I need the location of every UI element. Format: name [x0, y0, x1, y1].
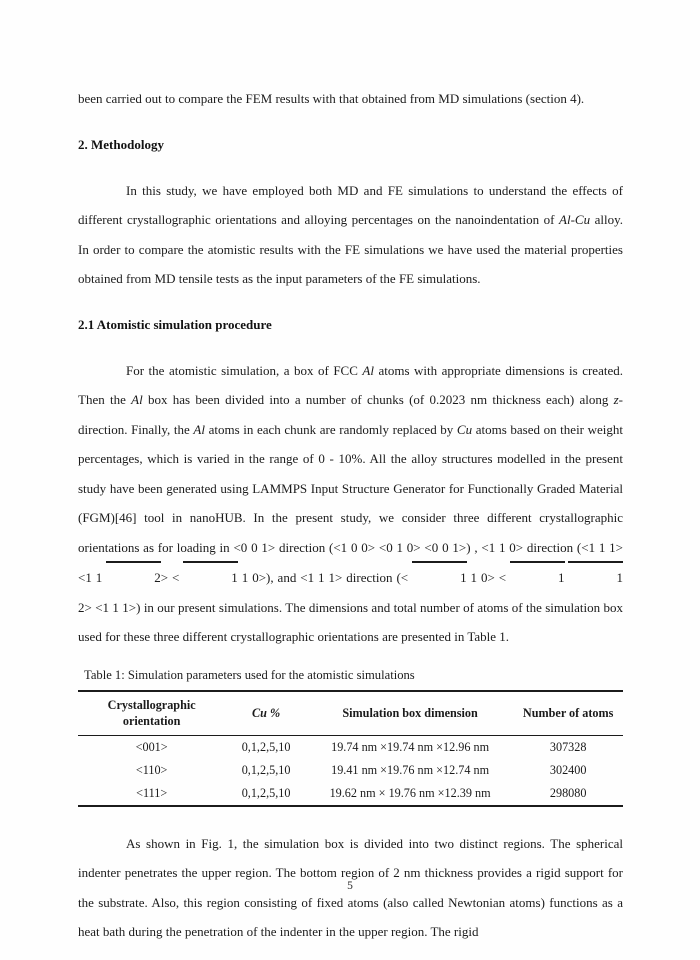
text-fragment: 1 0>), and <1 1 1> direction (<	[237, 570, 413, 585]
paragraph-continued: been carried out to compare the FEM results with that obtained from MD simulations (section 4).	[78, 91, 585, 106]
table-row	[78, 759, 623, 782]
cell-atoms: 302400	[549, 763, 587, 777]
cell-cu-percent: 0,1,2,5,10	[225, 735, 307, 759]
cell-dimension: 19.41 nm ×19.76 nm ×12.74 nm	[331, 763, 490, 777]
cell-cu-percent: 0,1,2,5,10	[241, 763, 291, 777]
cell-cu-percent: 0,1,2,5,10	[241, 786, 291, 800]
section-heading-methodology: 2. Methodology	[78, 136, 164, 152]
cell-atoms: 307328	[513, 735, 623, 759]
italic-z: z	[613, 392, 619, 407]
text-fragment: box has been divided into a number of chunks (of 0.2023 nm thickness each) along	[142, 392, 614, 407]
overbar-index-1: 1	[568, 562, 623, 593]
column-header-orientation-line1: Crystallographic	[107, 697, 196, 712]
cell-atoms: 298080	[549, 786, 587, 800]
spacer	[78, 158, 623, 176]
overbar-index-2: 2	[106, 562, 161, 593]
spacer	[78, 114, 623, 132]
text-fragment: alloy. In order to compare the atomistic results with the FE simulations we have used the material properties obtained from MD tensile tests as the input parameters of the FE simulations.	[78, 212, 623, 286]
table-header	[78, 691, 623, 736]
page-content	[78, 84, 623, 947]
column-header-atoms: Number of atoms	[513, 691, 623, 736]
table-caption: Table 1: Simulation parameters used for the atomistic simulations	[84, 667, 415, 682]
italic-al: Al	[131, 392, 143, 407]
italic-al-cu: Al-Cu	[559, 212, 591, 227]
italic-al: Al	[193, 421, 205, 437]
column-header-orientation	[78, 691, 225, 736]
text-fragment: -direction. Finally, the	[78, 392, 623, 437]
spacer	[78, 338, 623, 356]
italic-al: Al	[362, 362, 374, 378]
spacer	[78, 294, 623, 312]
italic-cu: Cu	[456, 421, 473, 437]
spacer	[78, 652, 623, 664]
table-header-row	[78, 691, 623, 736]
page-number: 5	[347, 880, 353, 892]
text-fragment: > <	[160, 570, 184, 585]
column-header-cu-percent: Cu %	[225, 691, 307, 736]
text-fragment: atoms in each chunk are randomly replaced by	[204, 421, 457, 437]
subsection-heading-atomistic: 2.1 Atomistic simulation procedure	[78, 316, 272, 332]
cell-dimension: 19.62 nm × 19.76 nm ×12.39 nm	[329, 786, 491, 800]
overbar-index-1: 1	[183, 562, 238, 593]
cell-orientation: <001>	[78, 735, 225, 759]
cell-dimension: 19.74 nm ×19.74 nm ×12.96 nm	[307, 735, 513, 759]
text-fragment: 2> <1 1 1>) in our present simulations. The dimensions and total number of atoms of the simulation box used for these three different crystallographic orientations are presented in Table 1.	[78, 599, 623, 644]
overbar-index-1: 1	[510, 562, 565, 593]
table-row	[78, 735, 623, 759]
text-fragment: In this study, we have employed both MD and FE simulations to understand the effects of different crystallographic orientations and alloying percentages on the nanoindentation of	[78, 182, 623, 227]
paragraph-methodology	[78, 176, 623, 294]
text-fragment: For the atomistic simulation, a box of FCC	[126, 362, 363, 378]
cell-orientation: <110>	[135, 763, 168, 777]
text-fragment: atoms with appropriate dimensions is created. Then the	[78, 362, 623, 407]
table-body	[78, 735, 623, 807]
text-fragment: atoms based on their weight percentages, which is varied in the range of 0 - 10%. All the alloy structures modelled in the present study have been generated using LAMMPS Input Structure Generator for Functionally Graded Material (FGM)[46] tool in nanoHUB. In the present study, we consider three different crystallographic orientations as for loading in <0 0 1> direction (<1 0 0> <0 1 0> <0 0 1>) , <1 1 0> direction (<1 1 1> <1 1	[78, 421, 623, 585]
column-header-dimension: Simulation box dimension	[307, 691, 513, 736]
text-fragment: 1 0> <	[466, 570, 511, 585]
table-row	[78, 782, 623, 806]
column-header-orientation-line2: orientation	[122, 713, 181, 728]
overbar-index-1: 1	[412, 562, 467, 593]
simulation-parameters-table	[78, 690, 623, 807]
paragraph-figure-description: As shown in Fig. 1, the simulation box is divided into two distinct regions. The spherical indenter penetrates the upper region. The bottom region of 2 nm thickness provides a rigid support for the substrate. Also, this region consisting of fixed atoms (also called Newtonian atoms) functions as a heat bath during the penetration of the indenter in the upper region. The rigid	[78, 835, 623, 939]
paragraph-atomistic-procedure	[78, 356, 623, 652]
cell-orientation: <111>	[136, 786, 168, 800]
spacer	[78, 807, 623, 829]
